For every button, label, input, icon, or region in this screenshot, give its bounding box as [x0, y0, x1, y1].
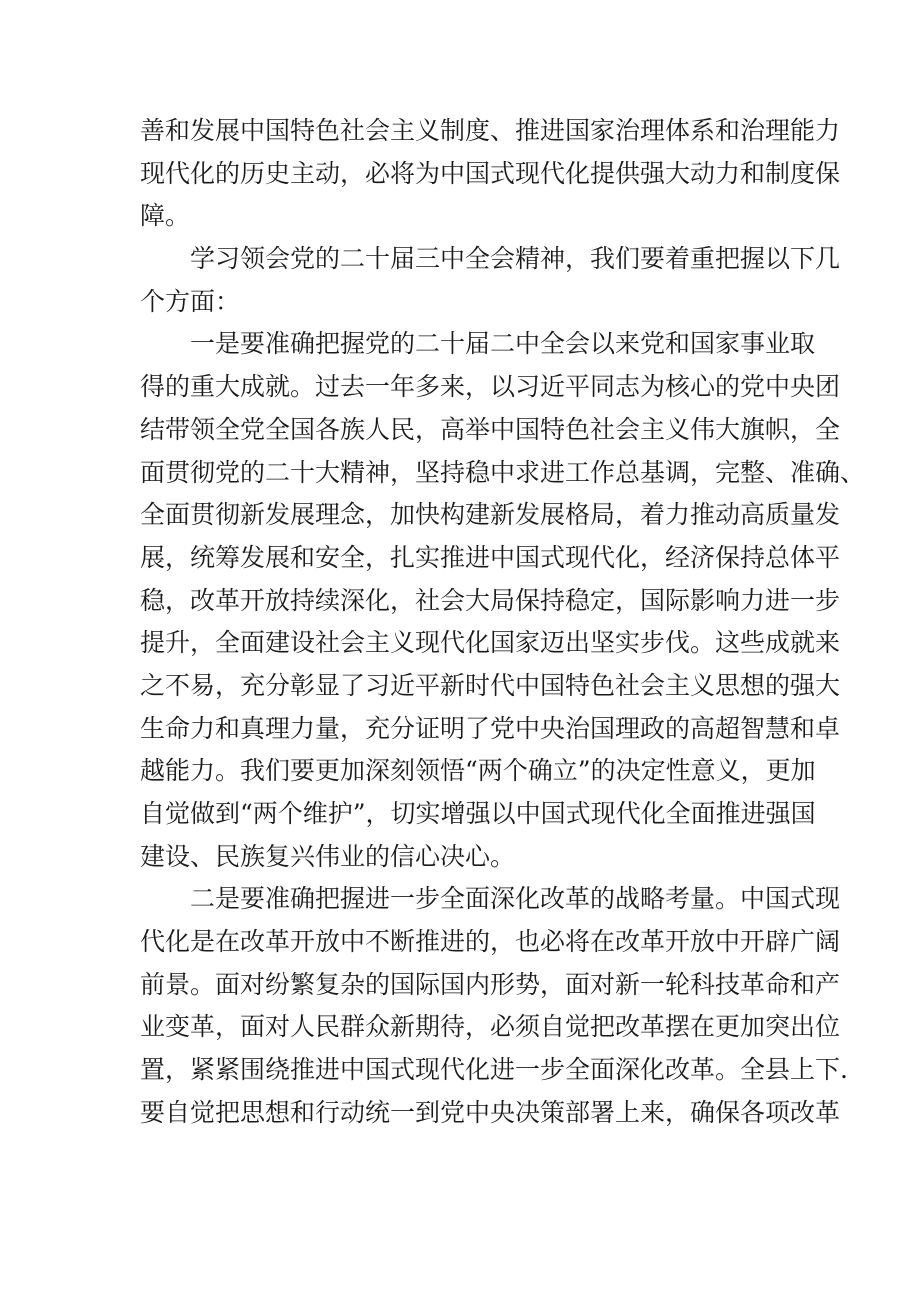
text-line: 结带领全党全国各族人民，高举中国特色社会主义伟大旗帜，全	[140, 414, 841, 444]
text-line: 现代化的历史主动，必将为中国式现代化提供强大动力和制度保	[140, 158, 841, 188]
text-line: 展，统筹发展和安全，扎实推进中国式现代化，经济保持总体平	[140, 542, 841, 572]
text-line: 置，紧紧围绕推进中国式现代化进一步全面深化改革。全县上下.	[140, 1055, 848, 1085]
body-text	[140, 110, 866, 1135]
text-line: 善和发展中国特色社会主义制度、推进国家治理体系和治理能力	[140, 116, 841, 145]
paragraph-start-line: 二是要准确把握进一步全面深化改革的战略考量。中国式现	[190, 884, 841, 914]
text-line: 代化是在改革开放中不断推进的，也必将在改革开放中开辟广阔	[140, 927, 841, 957]
text-line: 提升，全面建设社会主义现代化国家迈出坚实步伐。这些成就来	[140, 628, 841, 658]
text-line: 业变革，面对人民群众新期待，必须自觉把改革摆在更加突出位	[140, 1012, 841, 1042]
text-line: 障。	[140, 201, 191, 231]
text-line: 前景。面对纷繁复杂的国际国内形势，面对新一轮科技革命和产	[140, 969, 841, 999]
text-line: 个方面：	[140, 286, 241, 316]
text-line: 全面贯彻新发展理念，加快构建新发展格局，着力推动高质量发	[140, 500, 841, 530]
text-line: 要自觉把思想和行动统一到党中央决策部署上来，确保各项改革	[140, 1097, 841, 1127]
text-line: 生命力和真理力量，充分证明了党中央治国理政的高超智慧和卓	[140, 713, 841, 743]
text-line: 之不易，充分彰显了习近平新时代中国特色社会主义思想的强大	[140, 670, 841, 700]
text-line: 面贯彻党的二十大精神，坚持稳中求进工作总基调，完整、准确、	[140, 457, 866, 487]
text-line: 建设、民族复兴伟业的信心决心。	[140, 841, 516, 871]
text-line: 得的重大成就。过去一年多来，以习近平同志为核心的党中央团	[140, 372, 841, 402]
paragraph-start-line: 一是要准确把握党的二十届二中全会以来党和国家事业取	[190, 329, 816, 359]
text-line: 自觉做到“两个维护”，切实增强以中国式现代化全面推进强国	[140, 799, 816, 828]
text-line: 越能力。我们要更加深刻领悟“两个确立”的决定性意义，更加	[140, 756, 816, 786]
text-line: 稳，改革开放持续深化，社会大局保持稳定，国际影响力进一步	[140, 585, 841, 615]
paragraph-start-line: 学习领会党的二十届三中全会精神，我们要着重把握以下几	[190, 244, 841, 274]
